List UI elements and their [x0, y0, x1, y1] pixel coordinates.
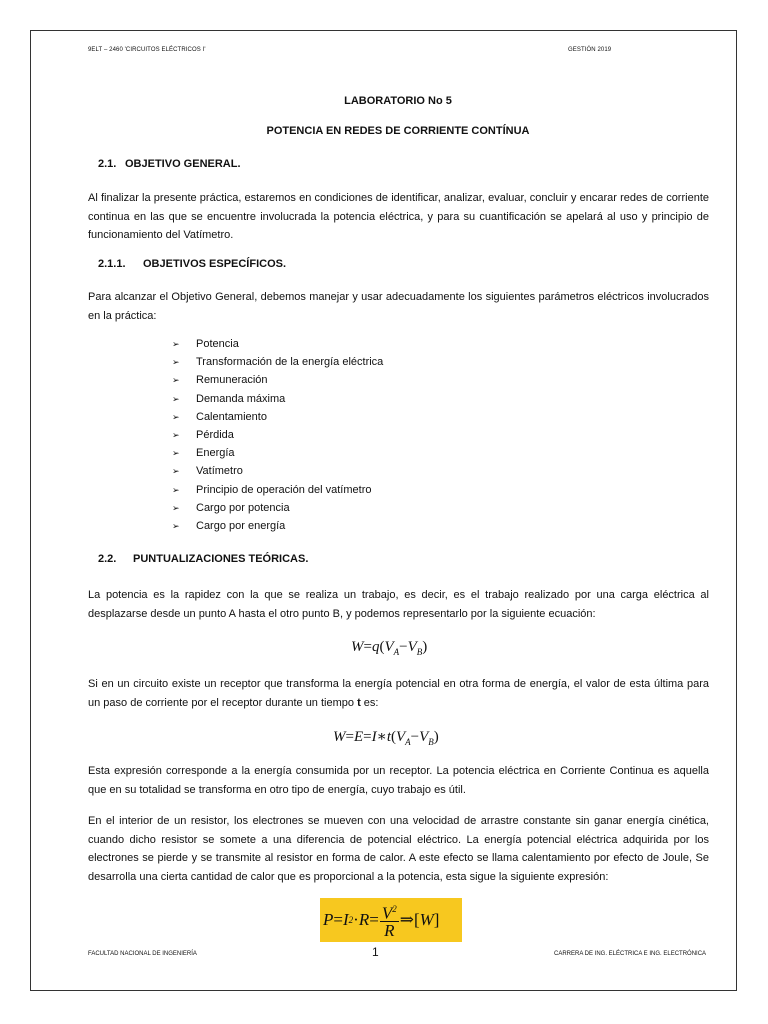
- header-right: GESTIÓN 2019: [568, 47, 612, 53]
- paragraph-receptor: Si en un circuito existe un receptor que transforma la energía potencial en otra forma de energía, el valor de esta última para un paso de corriente por el receptor durante un tiempo t es:: [88, 678, 709, 709]
- footer-right: CARRERA DE ING. ELÉCTRICA E ING. ELECTRÓNICA: [554, 951, 707, 957]
- page-number: 1: [372, 945, 379, 959]
- header-left: 9ELT – 2460 'CIRCUITOS ELÉCTRICOS I': [88, 47, 206, 53]
- equation-energy: $W=E=I∗t(V_A-V_B)$: [333, 729, 439, 747]
- list-item: ➢ Cargo por potencia: [172, 499, 383, 517]
- list-item: ➢ Potencia: [172, 335, 383, 353]
- section-2-1-1-heading: [98, 258, 286, 270]
- paragraph-objective: Al finalizar la presente práctica, estaremos en condiciones de identificar, analizar, evaluar, concluir y encarar redes de corriente continua en las que se encuentre involucrada la potencia eléctrica, y para su cuantificación se apelará al uso y principio de funcionamiento del Vatímetro.: [88, 192, 709, 241]
- paragraph-energy-consumed: Esta expresión corresponde a la energía consumida por un receptor. La potencia eléctrica en Corriente Continua es aquella que en su totalidad se transforma en otro tipo de energía, cuyo trabajo es útil.: [88, 765, 709, 796]
- arrowhead-bullet-icon: ➢: [172, 466, 180, 477]
- lab-title: LABORATORIO No 5: [344, 95, 452, 107]
- arrowhead-bullet-icon: ➢: [172, 502, 180, 513]
- paragraph-power-definition: La potencia es la rapidez con la que se realiza un trabajo, es decir, es el trabajo realizado por una carga eléctrica al desplazarse desde un punto A hasta el otro punto B, y podemos representarlo por la siguiente ecuación:: [88, 589, 709, 620]
- arrowhead-bullet-icon: ➢: [172, 393, 180, 404]
- section-title: OBJETIVOS ESPECÍFICOS.: [143, 258, 287, 270]
- list-item: ➢ Cargo por energía: [172, 517, 383, 535]
- list-item: ➢ Principio de operación del vatímetro: [172, 481, 383, 499]
- parameter-list: [172, 335, 383, 535]
- list-item: ➢ Transformación de la energía eléctrica: [172, 353, 383, 371]
- list-item: ➢ Calentamiento: [172, 408, 383, 426]
- section-2-2-heading: [98, 553, 308, 565]
- paragraph-joule: En el interior de un resistor, los electrones se mueven con una velocidad de arrastre constante sin ganar energía cinética, cuando dicho resistor se somete a una diferencia de potencial eléctrico. La energía potencial eléctrica adquirida por los electrones se pierde y se transmite al resistor en forma de calor. A este efecto se llama calentamiento por efecto de Joule, Se desarrolla una cierta cantidad de calor que es proporcional a la potencia, esta sigue la siguiente expresión:: [88, 815, 709, 883]
- arrowhead-bullet-icon: ➢: [172, 520, 180, 531]
- list-item: ➢ Vatímetro: [172, 462, 383, 480]
- equation-work-charge: $W=q(V_A-V_B)$: [351, 639, 428, 657]
- footer-left: FACULTAD NACIONAL DE INGENIERÍA: [88, 951, 197, 957]
- arrowhead-bullet-icon: ➢: [172, 429, 180, 440]
- arrowhead-bullet-icon: ➢: [172, 339, 180, 349]
- section-title: OBJETIVO GENERAL.: [125, 158, 241, 170]
- arrowhead-bullet-icon: ➢: [172, 484, 180, 495]
- list-item: ➢ Pérdida: [172, 426, 383, 444]
- section-title: PUNTUALIZACIONES TEÓRICAS.: [133, 553, 309, 565]
- section-number: 2.1.1.: [98, 258, 126, 270]
- arrowhead-bullet-icon: ➢: [172, 357, 180, 368]
- equation-power-joule: P = I 2 · R = $\frac{V^2}{R}$ ⇒[ W ]: [323, 900, 439, 940]
- list-item: ➢ Energía: [172, 444, 383, 462]
- arrowhead-bullet-icon: ➢: [172, 448, 180, 459]
- paragraph-specific: Para alcanzar el Objetivo General, debemos manejar y usar adecuadamente los siguientes parámetros eléctricos involucrados en la práctica:: [88, 291, 709, 322]
- section-number: 2.1.: [98, 158, 117, 170]
- arrowhead-bullet-icon: ➢: [172, 411, 180, 422]
- section-2-1-heading: [98, 158, 241, 170]
- section-number: 2.2.: [98, 553, 117, 565]
- arrowhead-bullet-icon: ➢: [172, 375, 180, 386]
- lab-subtitle: POTENCIA EN REDES DE CORRIENTE CONTÍNUA: [266, 125, 530, 137]
- list-item: ➢ Remuneración: [172, 371, 383, 389]
- list-item: ➢ Demanda máxima: [172, 390, 383, 408]
